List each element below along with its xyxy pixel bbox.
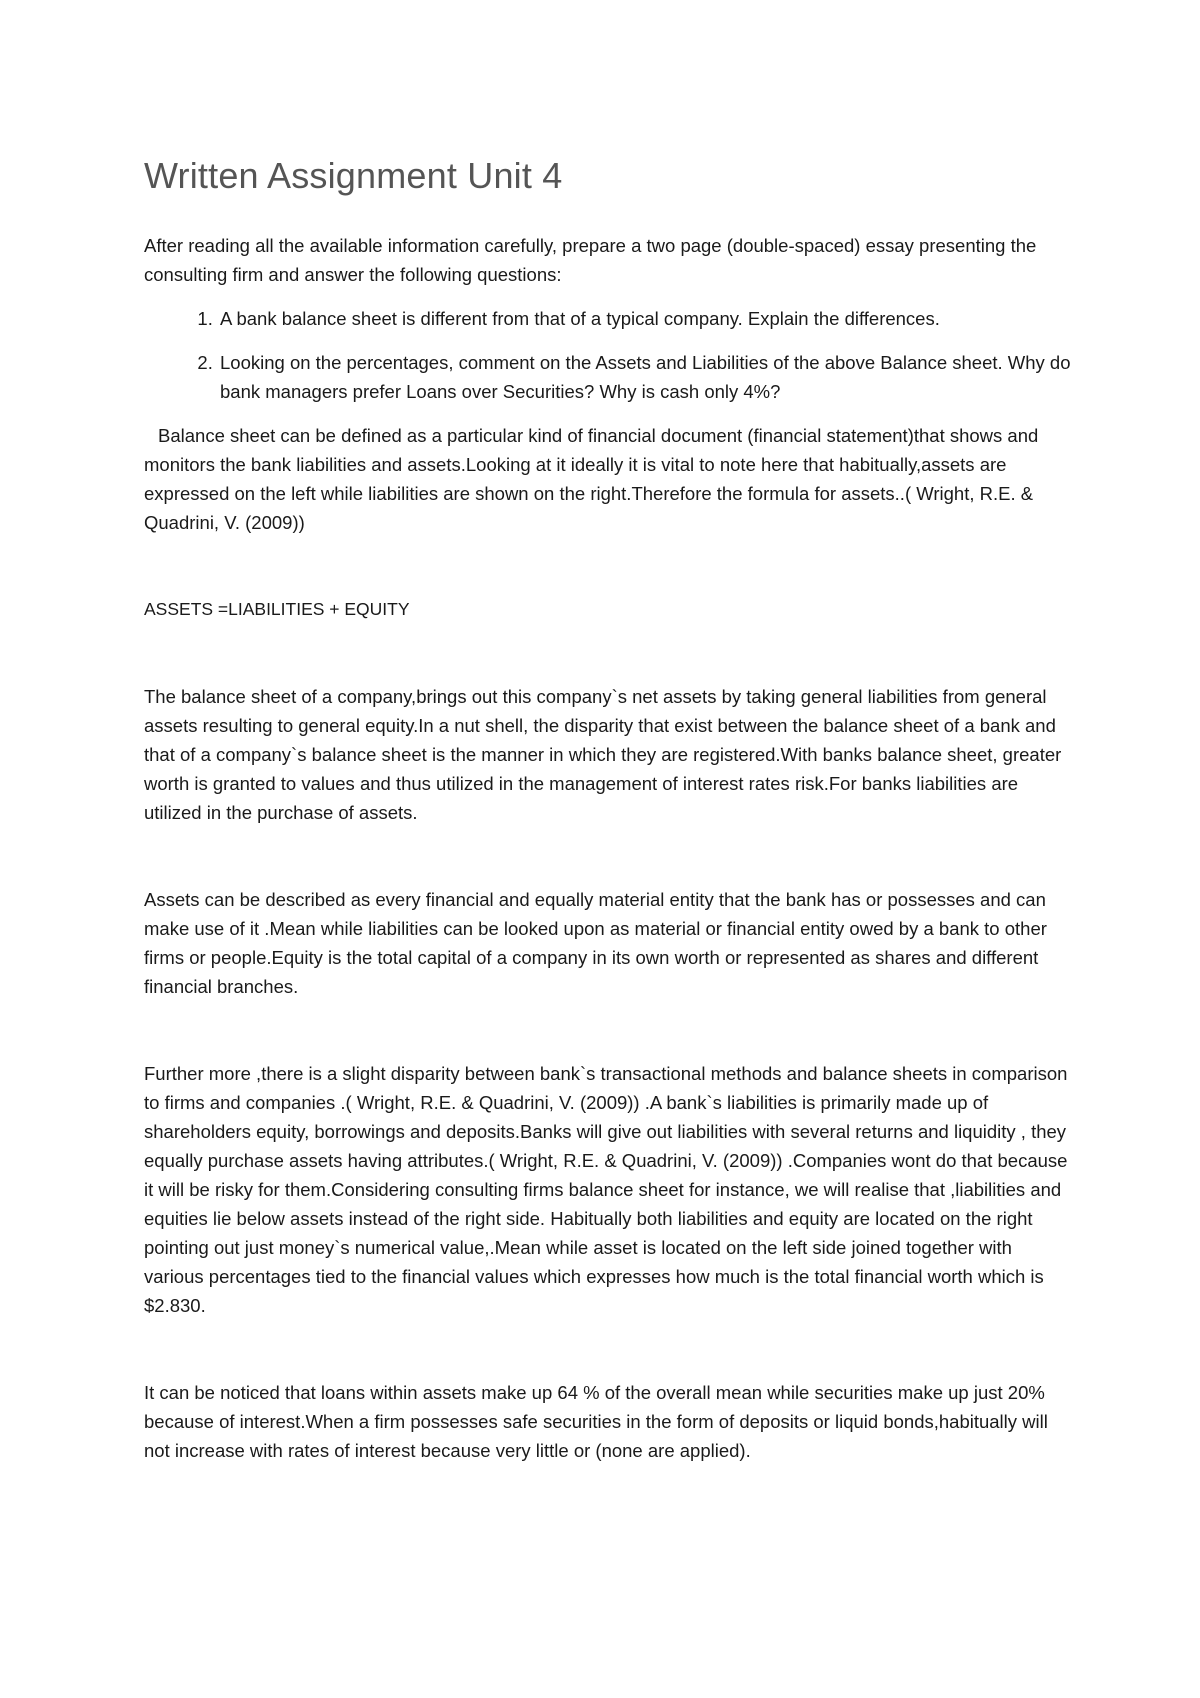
document-body bbox=[144, 155, 1074, 1465]
paragraph-spacer bbox=[144, 1001, 1074, 1059]
question-list bbox=[144, 304, 1074, 406]
essay-paragraph-5: It can be noticed that loans within assets make up 64 % of the overall mean while securities make up just 20% because of interest.When a firm possesses safe securities in the form of deposits or liquid bonds,habitually will not increase with rates of interest because very little or (none are applied). bbox=[144, 1382, 1048, 1461]
paragraph-spacer bbox=[144, 1320, 1074, 1378]
assignment-intro: After reading all the available information carefully, prepare a two page (double-spaced) essay presenting the consulting firm and answer the following questions: bbox=[144, 235, 1037, 285]
paragraph-spacer bbox=[144, 537, 1074, 595]
document-title: Written Assignment Unit 4 bbox=[144, 155, 563, 196]
question-item: 2. Looking on the percentages, comment on the Assets and Liabilities of the above Balance sheet. Why do bank managers prefer Loans over Securities? Why is cash only 4%? bbox=[218, 348, 1074, 406]
essay-paragraph-3: Assets can be described as every financial and equally material entity that the bank has or possesses and can make use of it .Mean while liabilities can be looked upon as material or financial entity owed by a bank to other firms or people.Equity is the total capital of a company in its own worth or represented as shares and different financial branches. bbox=[144, 889, 1047, 997]
balance-formula: ASSETS =LIABILITIES + EQUITY bbox=[144, 599, 410, 619]
question-item: 1. A bank balance sheet is different from that of a typical company. Explain the differences. bbox=[218, 304, 1074, 333]
essay-paragraph-1: Balance sheet can be defined as a particular kind of financial document (financial statement)that shows and monitors the bank liabilities and assets.Looking at it ideally it is vital to note here that habitually,assets are expressed on the left while liabilities are shown on the right.Therefore the formula for assets..( Wright, R.E. & Quadrini, V. (2009)) bbox=[144, 425, 1039, 533]
essay-paragraph-4: Further more ,there is a slight disparity between bank`s transactional methods and balance sheets in comparison to firms and companies .( Wright, R.E. & Quadrini, V. (2009)) .A bank`s liabilities is primarily made up of shareholders equity, borrowings and deposits.Banks will give out liabilities with several returns and liquidity , they equally purchase assets having attributes.( Wright, R.E. & Quadrini, V. (2009)) .Companies wont do that because it will be risky for them.Considering consulting firms balance sheet for instance, we will realise that ,liabilities and equities lie below assets instead of the right side. Habitually both liabilities and equity are located on the right pointing out just money`s numerical value,.Mean while asset is located on the left side joined together with various percentages tied to the financial values which expresses how much is the total financial worth which is $2.830. bbox=[144, 1063, 1068, 1316]
paragraph-spacer bbox=[144, 827, 1074, 885]
paragraph-spacer bbox=[144, 624, 1074, 682]
essay-paragraph-2: The balance sheet of a company,brings out this company`s net assets by taking general liabilities from general assets resulting to general equity.In a nut shell, the disparity that exist between the balance sheet of a bank and that of a company`s balance sheet is the manner in which they are registered.With banks balance sheet, greater worth is granted to values and thus utilized in the management of interest rates risk.For banks liabilities are utilized in the purchase of assets. bbox=[144, 686, 1062, 823]
